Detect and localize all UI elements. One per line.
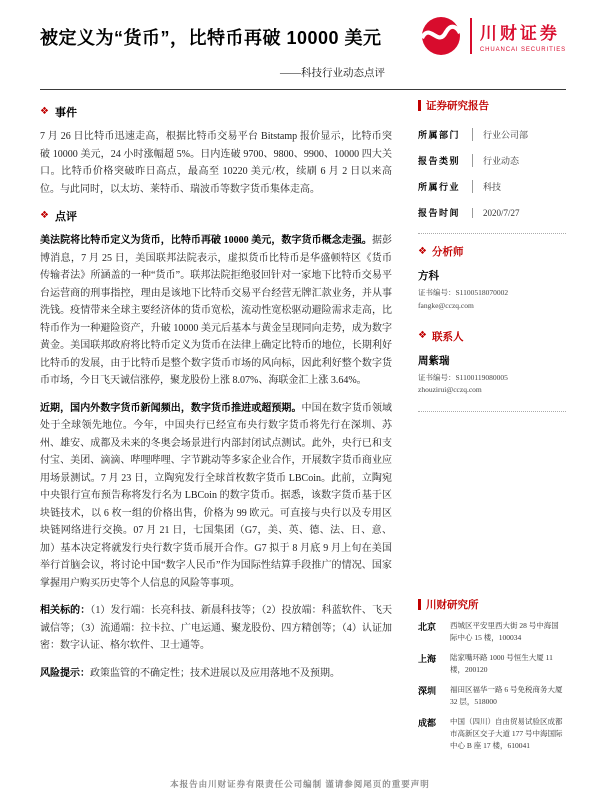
contact-heading bbox=[418, 329, 566, 344]
comment-paragraph-1 bbox=[40, 232, 392, 390]
diamond-bullet-icon: ❖ bbox=[40, 106, 49, 117]
contact-heading-label: 联系人 bbox=[431, 330, 464, 343]
red-bar-icon bbox=[418, 100, 421, 111]
related-targets-label: 相关标的： bbox=[40, 605, 91, 616]
analyst-heading-label: 分析师 bbox=[431, 246, 464, 258]
page-footer-disclaimer: 本报告由川财证券有限责任公司编制 谨请参阅尾页的重要声明 bbox=[170, 779, 430, 789]
diamond-bullet-icon: ❖ bbox=[418, 245, 427, 257]
analyst-cert: 证书编号：S1100518070002 bbox=[418, 288, 509, 297]
office-address: 福田区福华一路 6 号免税商务大厦 32 层，518000 bbox=[450, 685, 563, 706]
brand-coin-icon bbox=[421, 16, 461, 56]
comment-heading-label: 点评 bbox=[54, 211, 77, 223]
diamond-bullet-icon: ❖ bbox=[418, 330, 427, 341]
brand-logo bbox=[421, 16, 566, 56]
meta-row-industry bbox=[418, 180, 566, 193]
red-bar-icon bbox=[418, 599, 421, 610]
risk-warning-label: 风险提示： bbox=[40, 667, 90, 679]
meta-value: 行业动态 bbox=[472, 154, 519, 167]
institute-block bbox=[418, 597, 566, 752]
logo-divider bbox=[470, 18, 472, 54]
analyst-email: fangke@cczq.com bbox=[418, 300, 474, 310]
office-city: 上海 bbox=[418, 654, 437, 664]
diamond-bullet-icon: ❖ bbox=[40, 210, 49, 221]
dotted-divider bbox=[418, 233, 566, 234]
contact-name: 周紫瑞 bbox=[418, 355, 450, 367]
meta-row-category bbox=[418, 154, 566, 167]
report-type-label: 证券研究报告 bbox=[426, 100, 489, 112]
office-chengdu bbox=[418, 716, 566, 752]
report-header bbox=[40, 14, 566, 90]
meta-label: 所属行业 bbox=[418, 182, 461, 192]
office-address: 中国（四川）自由贸易试验区成都市高新区交子大道 177 号中海国际中心 B 座 17 楼，610041 bbox=[450, 717, 563, 750]
report-date: 2020/7/27 bbox=[472, 208, 520, 218]
report-subtitle: ——科技行业动态点评 bbox=[280, 68, 385, 79]
office-shenzhen bbox=[418, 684, 566, 708]
related-targets-body: （1）发行端：长亮科技、新晨科技等；（2）投放端：科蓝软件、飞天诚信等；（3）流通端：拉卡拉、广电运通、聚龙股份、四方精创等；（4）认证加密：数字认证、格尔软件、卫士通等。 bbox=[40, 605, 393, 651]
meta-row-department bbox=[418, 128, 566, 141]
event-heading-label: 事件 bbox=[54, 107, 77, 119]
comment-paragraph-1-body: 据彭博消息，7 月 25 日，美国联邦法院表示，虚拟货币比特币是华盛顿特区《货币传输者法》所涵盖的一种“货币”。联邦法院拒绝驳回针对一家地下比特币交易平台运营商的刑事指控，理由是该地下比特币交易平台经营无牌汇款业务，并从事洗钱。疫情带来全球主要经济体的货币宽松，流动性宽松驱动避险需求走高，比特币作为一种避险资产，升破 10000 美元后基本与黄金呈现同向走势，成为数字黄金。美国联邦政府将比特币定义为货币在法律上确定比特币的地位，长期利好比特币的发展，由于比特币是整个数字货币市场的风向标，因此利好整个数字货币市场，今日飞天诚信涨停，聚龙股份上涨 8.07%、海联金汇上涨 3.64%。 bbox=[40, 235, 393, 386]
contact-email: zhouzirui@cczq.com bbox=[418, 385, 482, 395]
report-type-heading bbox=[418, 98, 566, 113]
meta-label: 所属部门 bbox=[418, 130, 461, 140]
meta-value: 科技 bbox=[472, 180, 501, 193]
institute-heading bbox=[418, 597, 566, 612]
comment-paragraph-1-lead: 美法院将比特币定义为货币，比特币再破 10000 美元，数字货币概念走强。 bbox=[40, 235, 372, 246]
brand-name-en: CHUANCAI SECURITIES bbox=[479, 47, 566, 53]
meta-value: 行业公司部 bbox=[472, 128, 528, 141]
office-address: 西城区平安里西大街 28 号中海国际中心 15 楼，100034 bbox=[450, 621, 559, 642]
meta-row-date bbox=[418, 206, 566, 219]
dotted-divider bbox=[418, 411, 566, 412]
analyst-heading bbox=[418, 244, 566, 259]
institute-heading-label: 川财研究所 bbox=[426, 599, 479, 611]
header-divider bbox=[40, 89, 566, 90]
meta-label: 报告类别 bbox=[418, 156, 461, 166]
office-beijing bbox=[418, 620, 566, 644]
office-shanghai bbox=[418, 652, 566, 676]
office-city: 成都 bbox=[418, 718, 437, 728]
comment-paragraph-2-body: 中国在数字货币领域处于全球领先地位。今年，中国央行已经宣布央行数字货币将先行在深圳、苏州、雄安、成都及未来的冬奥会场景进行内部封闭试点测试。此外，央行已和支付宝、美团、滴滴、哔哩哔哩、字节跳动等多家企业合作，开展数字货币商业应用场景测试。7 月 23 日，立陶宛发行全球首枚数字货币 LBCoin。此前，立陶宛中央银行宣布预告称将发行名为 LBCoin 的数字货币。据悉，该数字货币基于区块链技术，以 6 枚一组的价格出售，价格为 99 欧元。可直接与央行以及专用区块链网络进行交换。07 月 21 日，七国集团（G7，美、英、德、法、日、意、加）基本决定将就发行央行数字货币展开合作。G7 拟于 8 月底 9 月上旬在美国举行首脑会议，将讨论中国“数字人民币”作为国际性结算手段推广的情况、国家掌握用户购买历史等个人信息的风险等事项。 bbox=[40, 402, 393, 589]
risk-warning-body: 政策监管的不确定性；技术进展以及应用落地不及预期。 bbox=[90, 667, 340, 679]
contact-cert: 证书编号：S1100119080005 bbox=[418, 372, 508, 382]
comment-paragraph-2 bbox=[40, 400, 392, 593]
office-city: 北京 bbox=[418, 622, 437, 632]
report-title: 被定义为“货币”，比特币再破 10000 美元 bbox=[40, 28, 382, 48]
office-city: 深圳 bbox=[418, 686, 437, 696]
analyst-name: 方科 bbox=[418, 271, 439, 282]
meta-label: 报告时间 bbox=[418, 208, 461, 218]
risk-warning-paragraph bbox=[40, 665, 392, 683]
brand-name-cn: 川财证券 bbox=[479, 24, 560, 43]
related-targets-paragraph bbox=[40, 602, 392, 655]
comment-paragraph-2-lead: 近期，国内外数字货币新闻频出，数字货币推进或超预期。 bbox=[40, 402, 302, 414]
event-paragraph: 7 月 26 日比特币迅速走高，根据比特币交易平台 Bitstamp 报价显示，比特币突破 10000 美元，24 小时涨幅超 5%。日内连破 9700、9800、9900、10000 四大关口。比特币价格突破昨日高点，最高至 10220 美元/枚，续刷 6 月 2 日以来高位。与此同时，以太坊、莱特币、瑞波币等数字货币集体走高。 bbox=[40, 131, 392, 195]
section-heading-comment bbox=[40, 208, 392, 224]
report-body bbox=[40, 98, 392, 752]
section-heading-event bbox=[40, 104, 392, 120]
office-address: 陆家嘴环路 1000 号恒生大厦 11 楼，200120 bbox=[450, 653, 553, 674]
report-sidebar bbox=[418, 98, 566, 752]
